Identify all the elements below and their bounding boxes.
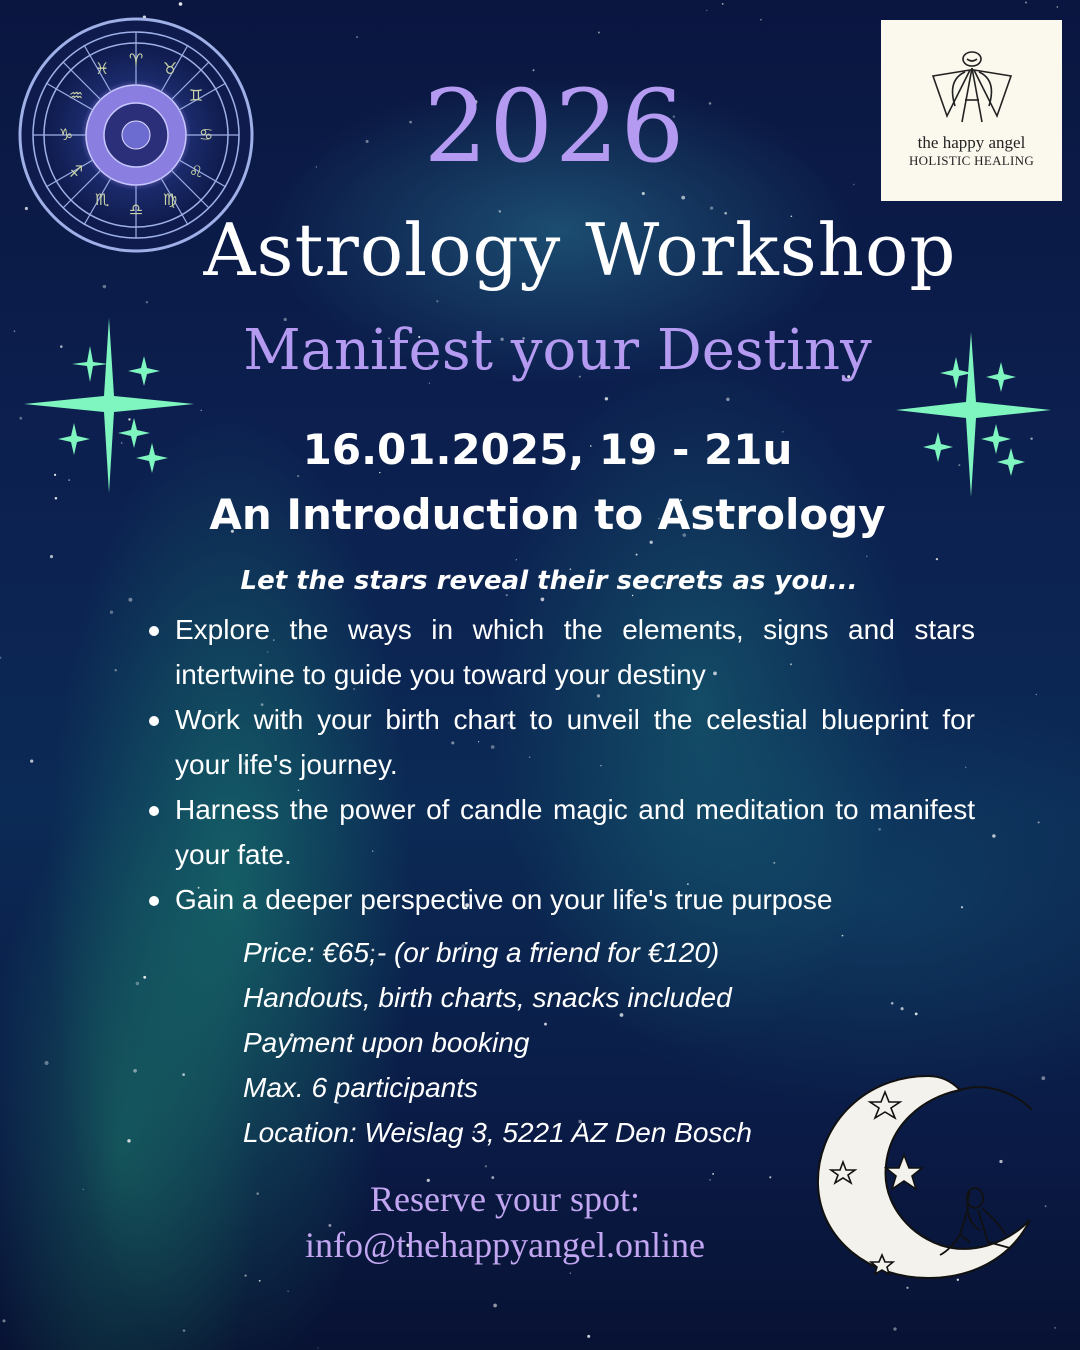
star-dot xyxy=(587,1335,590,1338)
star-dot xyxy=(1036,694,1037,695)
star-dot xyxy=(842,935,844,937)
star-dot xyxy=(297,475,299,477)
list-item: Work with your birth chart to unveil the celestial blueprint for your life's journey. xyxy=(147,697,975,787)
star-dot xyxy=(3,1319,6,1322)
star-dot xyxy=(891,1002,894,1005)
star-dot xyxy=(906,1287,908,1289)
star-dot xyxy=(1038,821,1040,823)
star-dot xyxy=(681,196,685,200)
star-dot xyxy=(516,559,517,560)
logo-name: the happy angel xyxy=(917,133,1026,152)
list-item: Gain a deeper perspective on your life's true purpose xyxy=(147,877,975,922)
star-dot xyxy=(436,300,438,302)
event-details xyxy=(243,930,752,1155)
star-dot xyxy=(570,1272,571,1273)
star-dot xyxy=(128,598,132,602)
event-tagline: Let the stars reveal their secrets as you... xyxy=(240,566,858,596)
star-dot xyxy=(936,558,938,560)
event-date: 16.01.2025, 19 - 21u xyxy=(302,425,793,474)
svg-text:♒: ♒ xyxy=(68,86,84,105)
participants-detail: Max. 6 participants xyxy=(243,1072,478,1103)
included-detail: Handouts, birth charts, snacks included xyxy=(243,982,732,1013)
star-dot xyxy=(0,656,1,658)
star-dot xyxy=(127,1139,130,1142)
star-dot xyxy=(493,1304,497,1308)
feature-list xyxy=(147,607,975,922)
location-detail: Location: Weislag 3, 5221 AZ Den Bosch xyxy=(243,1117,752,1148)
star-dot xyxy=(133,1069,137,1073)
star-dot xyxy=(1025,1,1027,3)
svg-text:♉: ♉ xyxy=(162,59,178,78)
svg-text:♍: ♍ xyxy=(162,190,178,209)
star-dot xyxy=(598,31,600,33)
star-dot xyxy=(1054,1327,1056,1329)
logo-tagline: HOLISTIC HEALING xyxy=(908,153,1035,168)
star-dot xyxy=(706,10,707,11)
star-dot xyxy=(146,301,148,303)
star-dot xyxy=(642,192,645,195)
star-dot xyxy=(485,1165,487,1167)
event-subtitle: Manifest your Destiny xyxy=(243,318,872,383)
star-dot xyxy=(136,982,140,986)
star-dot xyxy=(893,1327,896,1330)
price-detail: Price: €65,- (or bring a friend for €120) xyxy=(243,937,720,968)
star-dot xyxy=(110,611,113,614)
star-dot xyxy=(866,556,867,557)
star-dot xyxy=(179,2,183,6)
star-dot xyxy=(915,1013,918,1016)
star-dot xyxy=(115,669,117,671)
contact-email: info@thehappyangel.online xyxy=(304,1225,706,1265)
event-year: 2026 xyxy=(423,68,687,185)
reserve-label: Reserve your spot: xyxy=(370,1179,640,1219)
star-dot xyxy=(541,598,545,602)
svg-text:♏: ♏ xyxy=(94,190,110,209)
svg-text:♑: ♑ xyxy=(58,125,74,144)
svg-text:♌: ♌ xyxy=(188,162,204,181)
star-dot xyxy=(182,1073,185,1076)
star-dot xyxy=(183,1329,185,1331)
svg-text:♈: ♈ xyxy=(128,50,144,69)
star-dot xyxy=(19,417,22,420)
star-dot xyxy=(201,410,202,411)
star-dot xyxy=(30,760,33,763)
payment-detail: Payment upon booking xyxy=(243,1027,530,1058)
star-dot xyxy=(50,555,53,558)
list-item: Harness the power of candle magic and meditation to manifest your fate. xyxy=(147,787,975,877)
star-dot xyxy=(1057,6,1058,7)
star-dot xyxy=(726,398,729,401)
event-intro-title: An Introduction to Astrology xyxy=(209,490,886,539)
star-dot xyxy=(650,541,653,544)
svg-text:♐: ♐ xyxy=(68,162,84,181)
star-dot xyxy=(45,1061,49,1065)
star-dot xyxy=(722,3,724,5)
star-dot xyxy=(259,1280,261,1282)
svg-text:♎: ♎ xyxy=(128,200,144,219)
list-item: Explore the ways in which the elements, signs and stars intertwine to guide you toward your destiny xyxy=(147,607,975,697)
star-dot xyxy=(317,1347,318,1348)
star-dot xyxy=(605,397,608,400)
star-dot xyxy=(760,19,762,21)
star-dot xyxy=(636,554,638,556)
star-dot xyxy=(992,834,995,837)
svg-text:♊: ♊ xyxy=(188,86,204,105)
svg-text:♋: ♋ xyxy=(198,125,214,144)
star-dot xyxy=(356,36,357,37)
star-dot xyxy=(287,1291,288,1292)
star-dot xyxy=(901,1007,904,1010)
star-dot xyxy=(143,976,146,979)
star-dot xyxy=(245,1275,247,1277)
svg-text:♓: ♓ xyxy=(94,59,110,78)
event-title: Astrology Workshop xyxy=(203,208,957,292)
star-dot xyxy=(712,1173,714,1175)
